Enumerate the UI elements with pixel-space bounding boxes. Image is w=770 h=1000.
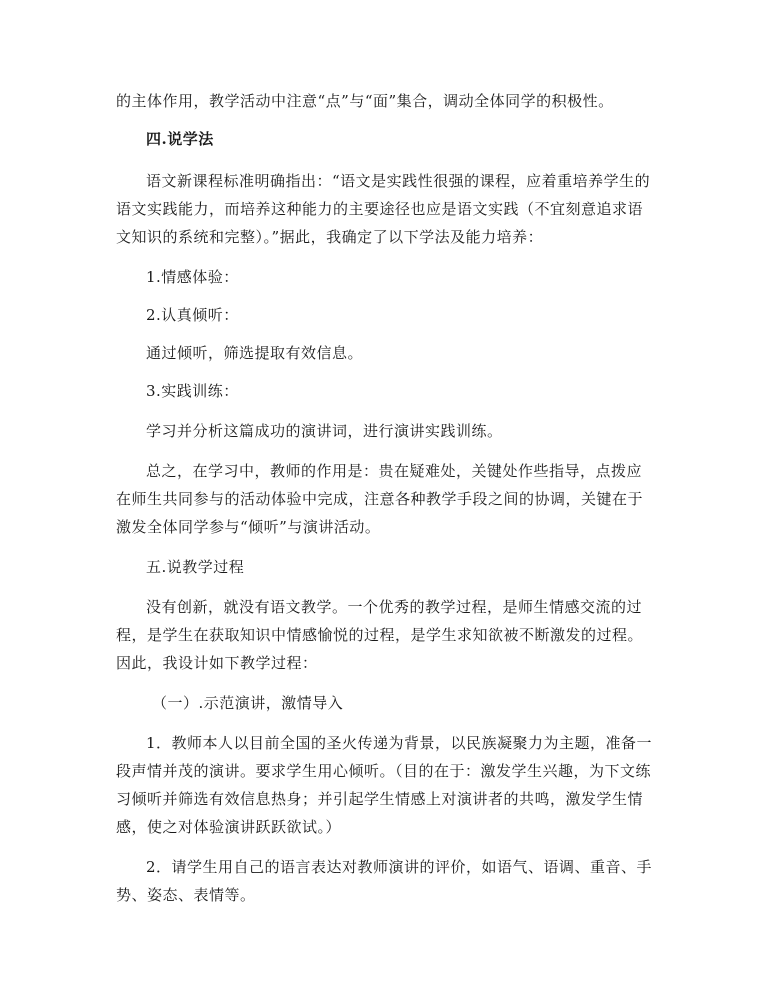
paragraph-line: 势、姿态、表情等。: [116, 886, 256, 904]
paragraph-line: 因此，我设计如下教学过程：: [116, 654, 318, 672]
paragraph-line: 语文实践能力，而培养这种能力的主要途径也应是语文实践（不宜刻意追求语: [116, 200, 644, 218]
list-item: 3.实践训练：: [146, 382, 239, 400]
paragraph-line: 在师生共同参与的活动体验中完成，注意各种教学手段之间的协调，关键在于: [116, 490, 644, 508]
list-item: 1.情感体验：: [146, 268, 239, 286]
paragraph-line: 1．教师本人以目前全国的圣火传递为背景，以民族凝聚力为主题，准备一: [146, 734, 653, 752]
paragraph-line: 通过倾听，筛选提取有效信息。: [146, 344, 364, 362]
paragraph-line: 总之，在学习中，教师的作用是：贵在疑难处，关键处作些指导，点拨应: [146, 462, 643, 480]
subsection-heading: （一）.示范演讲，激情导入: [152, 694, 344, 712]
paragraph-line: 没有创新，就没有语文教学。一个优秀的教学过程，是师生情感交流的过: [146, 598, 643, 616]
paragraph-line: 感，使之对体验演讲跃跃欲试。）: [116, 818, 342, 836]
paragraph-line: 文知识的系统和完整）。”据此，我确定了以下学法及能力培养：: [116, 228, 544, 246]
paragraph-line: 学习并分析这篇成功的演讲词，进行演讲实践训练。: [146, 422, 503, 440]
list-item: 2.认真倾听：: [146, 306, 239, 324]
paragraph-line: 的主体作用，教学活动中注意“点”与“面”集合，调动全体同学的积极性。: [116, 92, 614, 110]
section-heading: 四.说学法: [146, 130, 214, 148]
paragraph-line: 段声情并茂的演讲。要求学生用心倾听。（目的在于：激发学生兴趣，为下文练: [116, 762, 652, 780]
paragraph-line: 语文新课程标准明确指出：“语文是实践性很强的课程，应着重培养学生的: [146, 172, 651, 190]
paragraph-line: 激发全体同学参与“倾听”与演讲活动。: [116, 518, 381, 536]
section-heading: 五.说教学过程: [146, 558, 245, 576]
paragraph-line: 程，是学生在获取知识中情感愉悦的过程，是学生求知欲被不断激发的过程。: [116, 626, 644, 644]
paragraph-line: 2．请学生用自己的语言表达对教师演讲的评价，如语气、语调、重音、手: [146, 858, 653, 876]
paragraph-line: 习倾听并筛选有效信息热身；并引起学生情感上对演讲者的共鸣，激发学生情: [116, 790, 644, 808]
